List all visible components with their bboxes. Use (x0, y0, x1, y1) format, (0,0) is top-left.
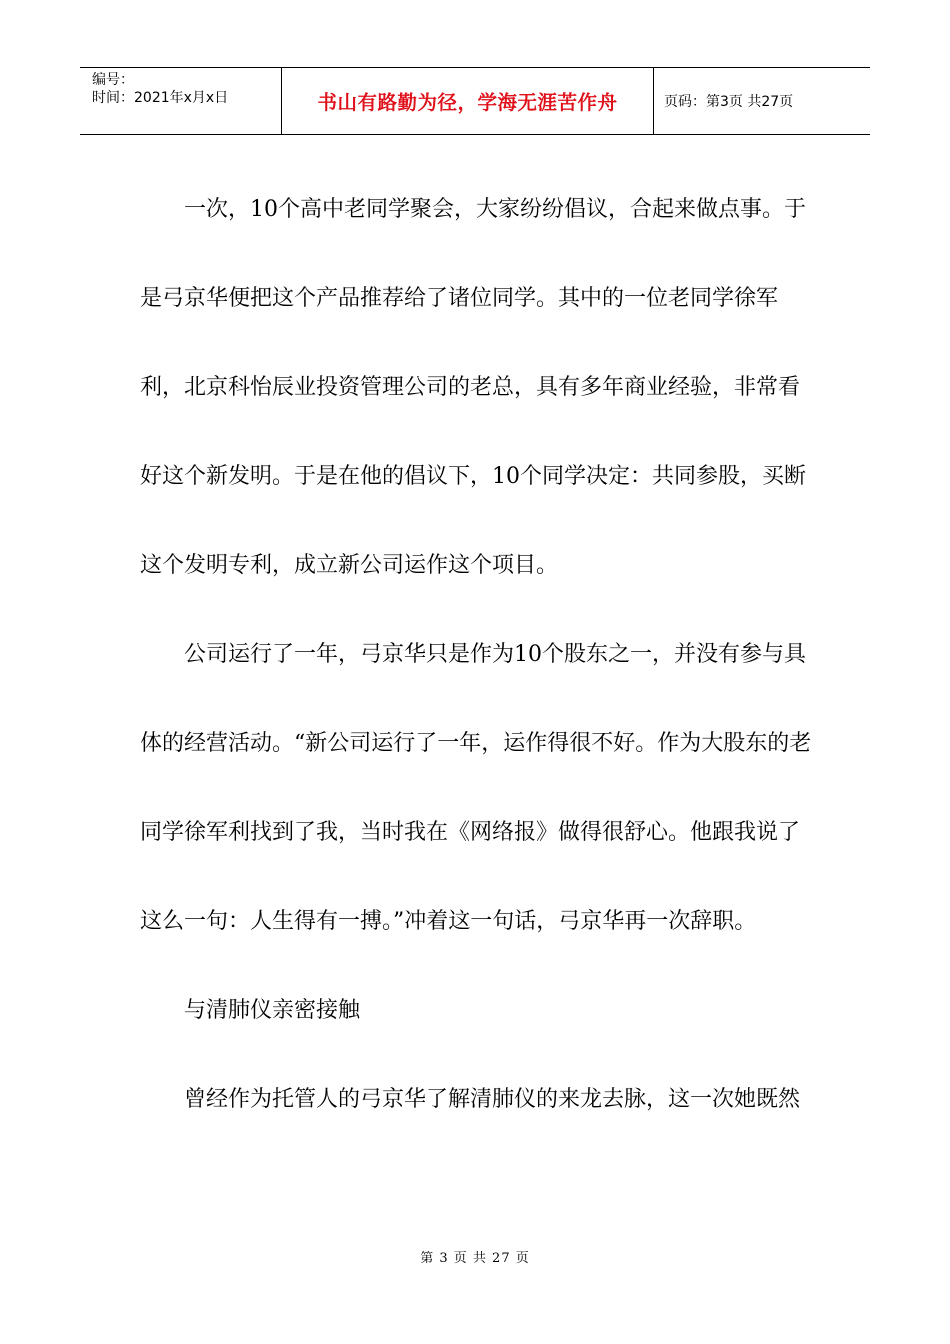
page-footer: 第 3 页 共 27 页 (420, 1251, 530, 1266)
number-label: 编号： (92, 72, 134, 88)
header-meta (80, 68, 282, 134)
paragraph: 一次，10个高中老同学聚会，大家纷纷倡议，合起来做点事。于是弓京华便把这个产品推荐给了诸位同学。其中的一位老同学徐军利，北京科怡辰业投资管理公司的老总，具有多年商业经验，非常看好这个新发明。于是在他的倡议下，10个同学决定：共同参股，买断这个发明专利，成立新公司运作这个项目。 (140, 197, 806, 578)
document-body (140, 165, 820, 1144)
page-header (80, 67, 870, 135)
paragraph: 公司运行了一年，弓京华只是作为10个股东之一，并没有参与具体的经营活动。“新公司运行了一年，运作得很不好。作为大股东的老同学徐军利找到了我，当时我在《网络报》做得很舒心。他跟我说了这么一句：人生得有一搏。”冲着这一句话，弓京华再一次辞职。 (140, 642, 812, 934)
section-heading: 与清肺仪亲密接触 (184, 998, 361, 1023)
time-label: 时间：2021年x月x日 (92, 90, 229, 106)
header-page-info: 页码：第3页 共27页 (664, 94, 794, 110)
paragraph: 曾经作为托管人的弓京华了解清肺仪的来龙去脉，这一次她既然 (184, 1087, 801, 1112)
header-motto: 书山有路勤为径，学海无涯苦作舟 (282, 68, 654, 134)
